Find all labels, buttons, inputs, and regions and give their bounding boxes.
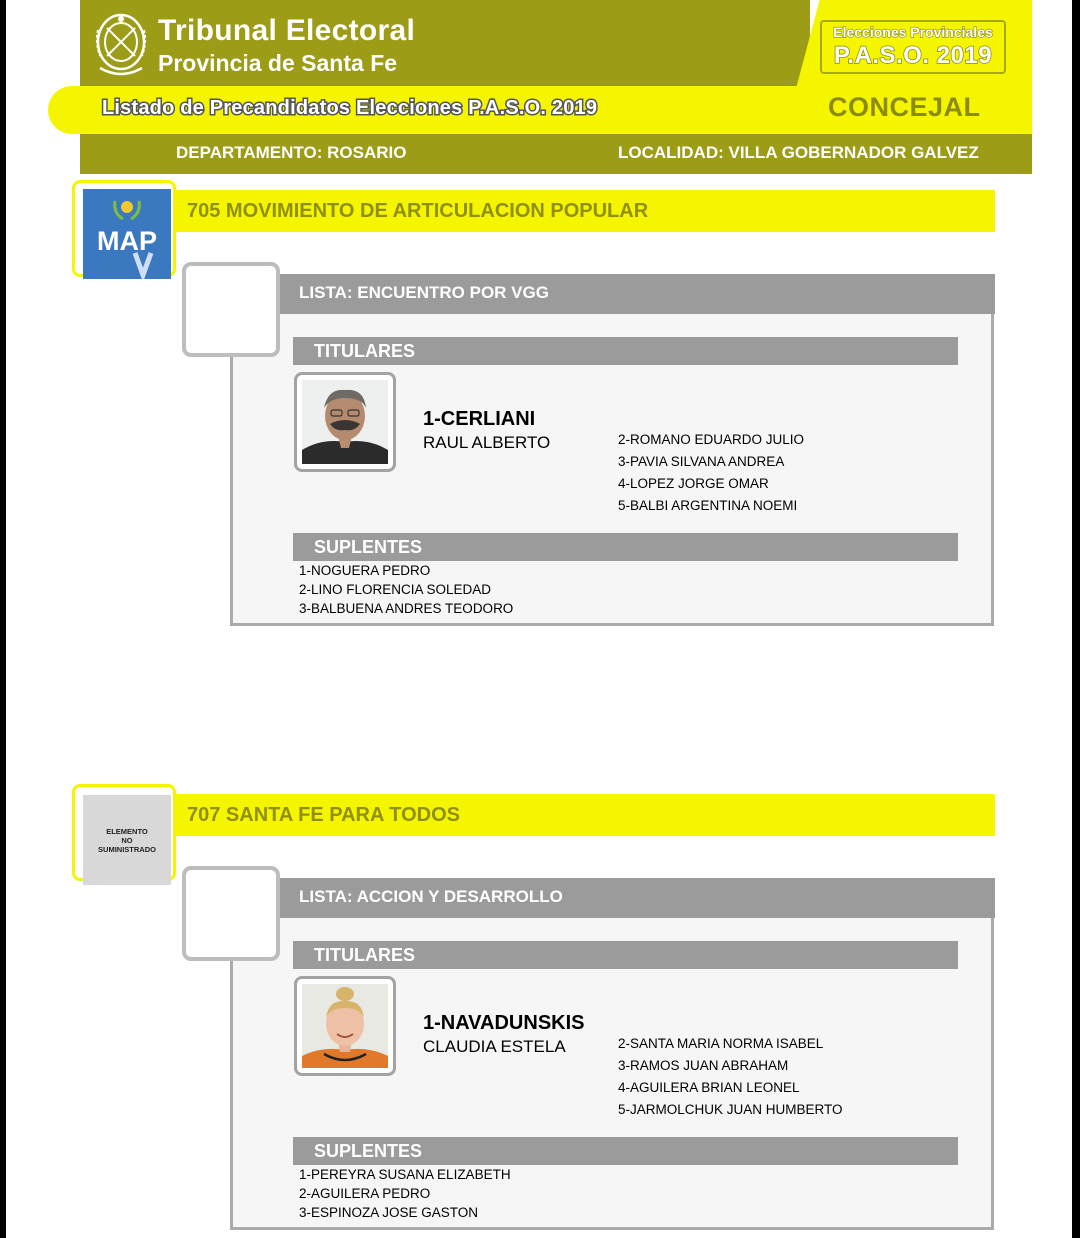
list-logo-placeholder	[182, 866, 280, 961]
suplente-item: 3-ESPINOZA JOSE GASTON	[299, 1205, 479, 1220]
titular-item: 2-ROMANO EDUARDO JULIO	[618, 432, 805, 447]
list-logo-placeholder	[182, 262, 280, 357]
party-logo-frame	[72, 784, 176, 881]
party-name: 705 MOVIMIENTO DE ARTICULACION POPULAR	[187, 200, 649, 222]
titular-item: 4-AGUILERA BRIAN LEONEL	[618, 1080, 800, 1095]
logo-not-supplied-line: SUMINISTRADO	[98, 844, 156, 854]
candidate-photo	[294, 372, 396, 472]
logo-not-supplied	[83, 795, 171, 885]
suplente-item: 2-LINO FLORENCIA SOLEDAD	[299, 582, 492, 597]
head-candidate-surname: 1-CERLIANI	[423, 408, 536, 430]
suplentes-label: SUPLENTES	[314, 1141, 423, 1161]
candidate-photo	[294, 976, 396, 1076]
document-page	[6, 0, 1072, 1238]
party-logo-frame	[72, 180, 176, 277]
locality-label: LOCALIDAD: VILLA GOBERNADOR GALVEZ	[618, 143, 979, 162]
logo-not-supplied-line: NO	[121, 835, 133, 845]
titular-item: 5-JARMOLCHUK JUAN HUMBERTO	[618, 1102, 843, 1117]
logo-not-supplied-line: ELEMENTO	[106, 826, 148, 836]
titulares-label: TITULARES	[314, 341, 415, 361]
head-candidate-surname: 1-NAVADUNSKIS	[423, 1012, 585, 1034]
badge-top-text: Elecciones Provinciales	[833, 24, 993, 40]
badge-bottom-text: P.A.S.O. 2019	[833, 42, 993, 69]
candidate-portrait-icon	[302, 984, 388, 1068]
candidate-portrait-icon	[302, 380, 388, 464]
head-candidate-first-names: CLAUDIA ESTELA	[423, 1037, 566, 1056]
list-name: LISTA: ENCUENTRO POR VGG	[299, 283, 549, 302]
titular-item: 3-RAMOS JUAN ABRAHAM	[618, 1058, 789, 1073]
map-party-logo	[83, 189, 171, 279]
titular-item: 3-PAVIA SILVANA ANDREA	[618, 454, 785, 469]
department-label: DEPARTAMENTO: ROSARIO	[176, 143, 407, 162]
head-candidate-first-names: RAUL ALBERTO	[423, 433, 551, 452]
party-logo-text: MAP	[97, 226, 157, 256]
titular-item: 4-LOPEZ JORGE OMAR	[618, 476, 769, 491]
party-name: 707 SANTA FE PARA TODOS	[187, 804, 461, 826]
santa-fe-seal-icon	[92, 8, 150, 80]
header-title: Tribunal Electoral	[158, 14, 416, 47]
suplente-item: 1-NOGUERA PEDRO	[299, 563, 431, 578]
category-label: CONCEJAL	[828, 92, 981, 122]
suplentes-label: SUPLENTES	[314, 537, 423, 557]
header-subtitle-province: Provincia de Santa Fe	[158, 50, 398, 76]
titular-item: 2-SANTA MARIA NORMA ISABEL	[618, 1036, 824, 1051]
list-name: LISTA: ACCION Y DESARROLLO	[299, 887, 563, 906]
titulares-label: TITULARES	[314, 945, 415, 965]
suplente-item: 2-AGUILERA PEDRO	[299, 1186, 431, 1201]
suplente-item: 3-BALBUENA ANDRES TEODORO	[299, 601, 514, 616]
titular-item: 5-BALBI ARGENTINA NOEMI	[618, 498, 798, 513]
elections-badge	[820, 20, 1006, 74]
listing-title: Listado de Precandidatos Elecciones P.A.S.O. 2019	[102, 97, 598, 119]
suplente-item: 1-PEREYRA SUSANA ELIZABETH	[299, 1167, 511, 1182]
